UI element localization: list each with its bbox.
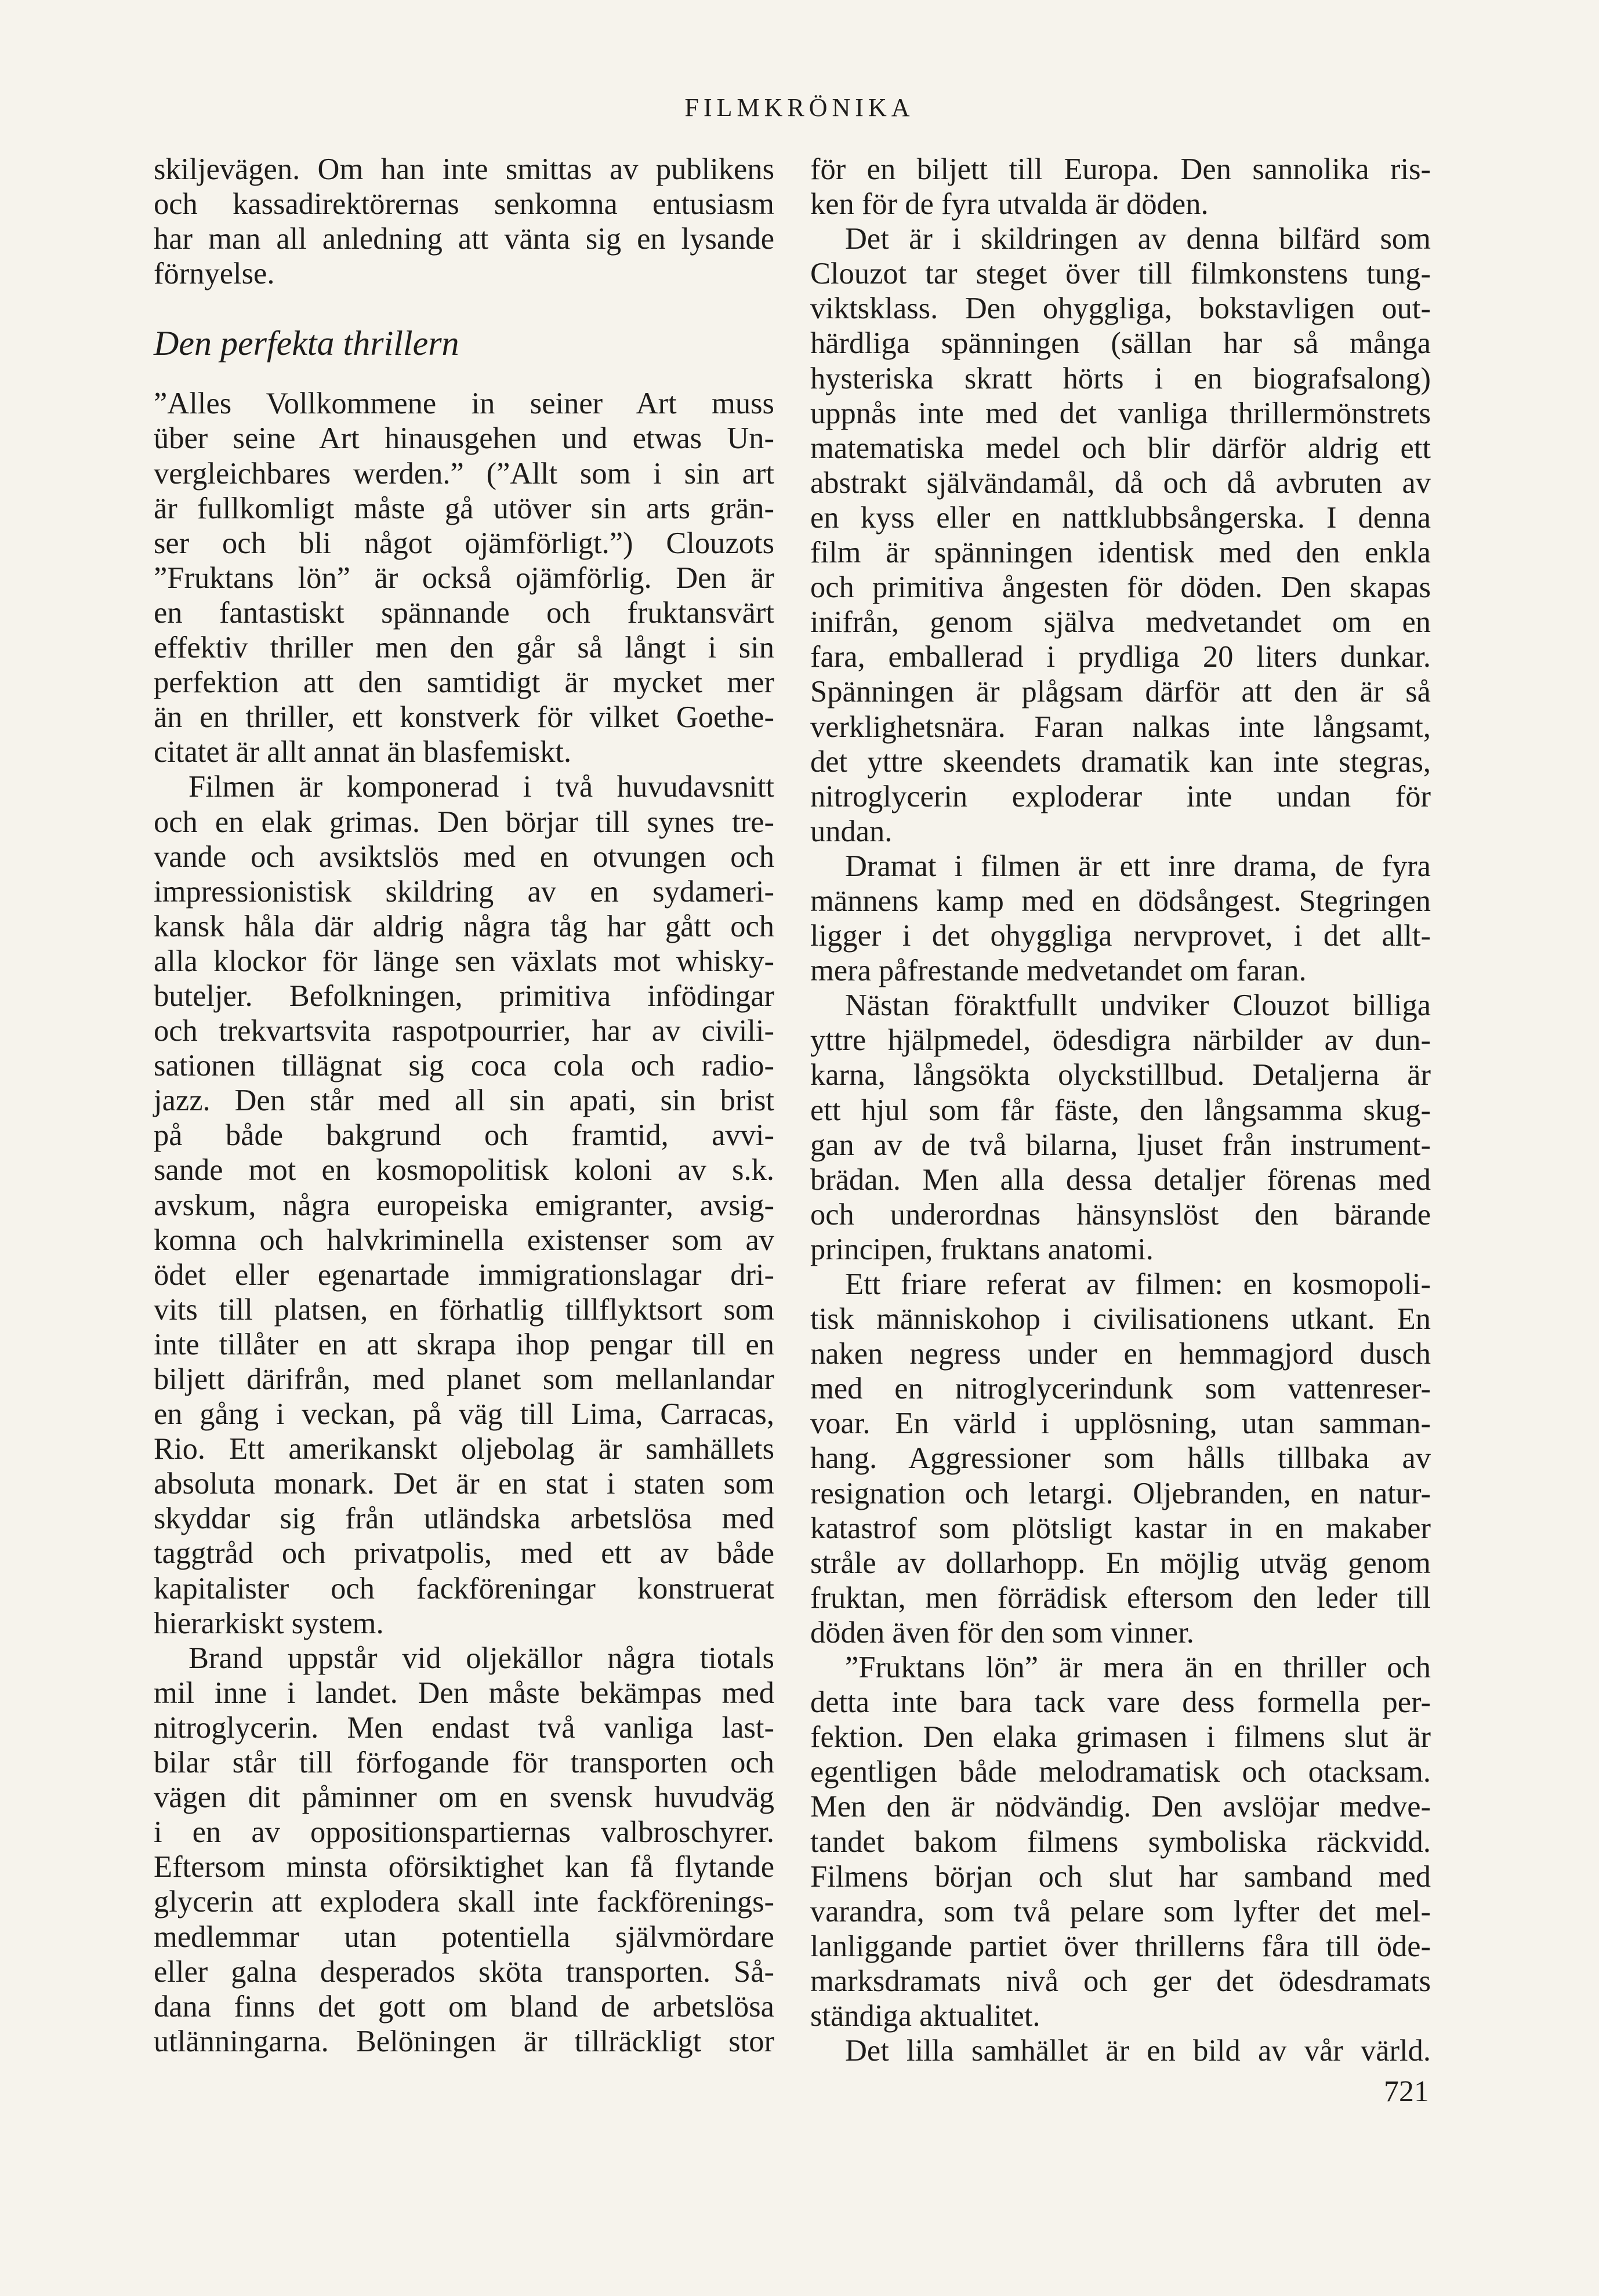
text-line: Det är i skildringen av denna bilfärd som bbox=[845, 222, 1431, 256]
text-line: hysteriska skratt hörts i en biografsalong) bbox=[810, 361, 1431, 395]
text-line: marksdramats nivå och ger det ödesdramats bbox=[810, 1964, 1431, 1998]
text-line: citatet är allt annat än blasfemiskt. bbox=[154, 735, 572, 769]
text-line: tisk människohop i civilisationens utkant. En bbox=[810, 1302, 1431, 1336]
text-line: karna, långsökta olyckstillbud. Detaljerna är bbox=[810, 1058, 1431, 1092]
text-line: än en thriller, ett konstverk för vilket Goethe- bbox=[154, 700, 774, 735]
text-line: förnyelse. bbox=[154, 257, 275, 291]
text-line: alla klockor för länge sen växlats mot whisky- bbox=[154, 944, 774, 978]
text-line: voar. En värld i upplösning, utan samman- bbox=[810, 1407, 1431, 1441]
text-line: en fantastiskt spännande och fruktansvärt bbox=[154, 595, 774, 630]
page-number: 721 bbox=[1384, 2075, 1429, 2108]
text-line: i en av oppositionspartiernas valbroschyrer. bbox=[154, 1815, 774, 1850]
text-line: Brand uppstår vid oljekällor några tiotals bbox=[188, 1641, 774, 1675]
section-heading: Den perfekta thrillern bbox=[154, 324, 459, 363]
text-line: härdliga spänningen (sällan har så många bbox=[810, 326, 1431, 361]
text-line: brädan. Men alla dessa detaljer förenas med bbox=[810, 1162, 1431, 1197]
text-line: eller galna desperados sköta transporten. Så- bbox=[154, 1954, 774, 1989]
text-line: skyddar sig från utländska arbetslösa med bbox=[154, 1502, 774, 1536]
text-line: nitroglycerin exploderar inte undan för bbox=[810, 779, 1431, 813]
text-line: biljett därifrån, med planet som mellanlandar bbox=[154, 1363, 774, 1396]
text-line: fektion. Den elaka grimasen i filmens slut är bbox=[810, 1720, 1431, 1754]
text-line: Ett friare referat av filmen: en kosmopoli- bbox=[845, 1267, 1431, 1301]
text-line: Nästan föraktfullt undviker Clouzot billiga bbox=[845, 989, 1431, 1023]
text-line: effektiv thriller men den går så långt i sin bbox=[154, 631, 774, 665]
text-line: undan. bbox=[810, 814, 893, 848]
text-line: medlemmar utan potentiella självmördare bbox=[154, 1920, 774, 1954]
text-line: Spänningen är plågsam därför att den är så bbox=[810, 675, 1431, 709]
text-line: och underordnas hänsynslöst den bärande bbox=[810, 1197, 1431, 1231]
text-line: fara, emballerad i prydliga 20 liters dunkar. bbox=[810, 640, 1431, 674]
text-line: detta inte bara tack vare dess formella per- bbox=[810, 1685, 1431, 1720]
text-line: Rio. Ett amerikanskt oljebolag är samhällets bbox=[154, 1432, 774, 1466]
text-line: för en biljett till Europa. Den sannolika ris- bbox=[810, 152, 1431, 186]
text-line: absoluta monark. Det är en stat i staten som bbox=[154, 1467, 774, 1501]
text-line: uppnås inte med det vanliga thrillermönstrets bbox=[810, 396, 1431, 430]
text-line: egentligen både melodramatisk och otacksam. bbox=[810, 1755, 1431, 1789]
text-line: katastrof som plötsligt kastar in en makaber bbox=[810, 1511, 1431, 1545]
text-line: Dramat i filmen är ett inre drama, de fyra bbox=[845, 849, 1431, 883]
text-line: resignation och letargi. Oljebranden, en natur- bbox=[810, 1476, 1431, 1510]
text-line: vägen dit påminner om en svensk huvudväg bbox=[154, 1781, 774, 1815]
text-line: hierarkiskt system. bbox=[154, 1606, 384, 1640]
text-line: ser och bli något ojämförligt.”) Clouzots bbox=[154, 526, 774, 560]
text-line: kansk håla där aldrig några tåg har gått och bbox=[154, 909, 774, 943]
text-line: kapitalister och fackföreningar konstruerat bbox=[154, 1571, 774, 1605]
text-line: döden även för den som vinner. bbox=[810, 1615, 1194, 1650]
text-line: Filmens början och slut har samband med bbox=[810, 1859, 1431, 1894]
text-line: männens kamp med en dödsångest. Stegringen bbox=[810, 884, 1431, 918]
text-line: inifrån, genom själva medvetandet om en bbox=[810, 605, 1431, 640]
text-line: avskum, några europeiska emigranter, avsig- bbox=[154, 1188, 774, 1222]
text-line: har man all anledning att vänta sig en lysande bbox=[154, 222, 774, 256]
text-line: ”Alles Vollkommene in seiner Art muss bbox=[154, 387, 774, 421]
text-line: är fullkomligt måste gå utöver sin arts grän- bbox=[154, 491, 774, 525]
text-line: Clouzot tar steget över till filmkonstens tung- bbox=[810, 257, 1431, 291]
text-line: principen, fruktans anatomi. bbox=[810, 1232, 1154, 1266]
text-line: über seine Art hinausgehen und etwas Un- bbox=[154, 422, 774, 456]
text-line: med en nitroglycerindunk som vattenreser- bbox=[810, 1372, 1431, 1406]
text-line: tandet bakom filmens symboliska räckvidd. bbox=[810, 1825, 1431, 1859]
text-line: och trekvartsvita raspotpourrier, har av civili- bbox=[154, 1014, 774, 1048]
text-line: abstrakt självändamål, då och då avbruten av bbox=[810, 466, 1431, 500]
text-line: naken negress under en hemmagjord dusch bbox=[810, 1337, 1431, 1371]
text-line: och kassadirektörernas senkomna entusiasm bbox=[154, 187, 774, 221]
text-line: vergleichbares werden.” (”Allt som i sin art bbox=[154, 456, 774, 491]
text-line: impressionistisk skildring av en sydameri- bbox=[154, 874, 774, 909]
text-line: varandra, som två pelare som lyfter det mel- bbox=[810, 1894, 1431, 1928]
text-line: ”Fruktans lön” är mera än en thriller och bbox=[845, 1651, 1431, 1685]
text-line: matematiska medel och blir därför aldrig ett bbox=[810, 431, 1431, 465]
text-line: och primitiva ångesten för döden. Den skapas bbox=[810, 571, 1431, 605]
text-line: ligger i det ohyggliga nervprovet, i det allt- bbox=[810, 919, 1431, 953]
text-line: sationen tillägnat sig coca cola och radio- bbox=[154, 1049, 774, 1083]
text-line: komna och halvkriminella existenser som av bbox=[154, 1223, 774, 1257]
text-line: hang. Aggressioner som hålls tillbaka av bbox=[810, 1441, 1431, 1476]
text-line: Det lilla samhället är en bild av vår värld. bbox=[845, 2034, 1431, 2068]
text-line: ett hjul som får fäste, den långsamma skug- bbox=[810, 1093, 1431, 1127]
text-line: utlänningarna. Belöningen är tillräckligt stor bbox=[154, 2024, 774, 2058]
text-line: yttre hjälpmedel, ödesdigra närbilder av dun- bbox=[810, 1023, 1431, 1058]
text-line: perfektion att den samtidigt är mycket mer bbox=[154, 666, 774, 700]
text-line: Eftersom minsta oförsiktighet kan få flytande bbox=[154, 1850, 774, 1884]
text-line: ”Fruktans lön” är också ojämförlig. Den är bbox=[154, 561, 774, 595]
text-line: jazz. Den står med all sin apati, sin brist bbox=[154, 1084, 774, 1118]
running-head: FILMKRÖNIKA bbox=[684, 93, 915, 122]
text-line: skiljevägen. Om han inte smittas av publikens bbox=[154, 152, 774, 186]
text-line: ständiga aktualitet. bbox=[810, 1999, 1040, 2033]
text-line: en kyss eller en nattklubbsångerska. I denna bbox=[810, 500, 1431, 535]
text-line: lanliggande partiet över thrillerns fåra till öde- bbox=[810, 1929, 1431, 1963]
text-line: gan av de två bilarna, ljuset från instrument- bbox=[810, 1128, 1431, 1162]
text-line: mera påfrestande medvetandet om faran. bbox=[810, 954, 1307, 988]
text-line: taggtråd och privatpolis, med ett av både bbox=[154, 1536, 774, 1571]
text-line: film är spänningen identisk med den enkla bbox=[810, 536, 1431, 570]
text-line: glycerin att explodera skall inte fackförenings- bbox=[154, 1885, 774, 1919]
text-line: och en elak grimas. Den börjar till synes tre- bbox=[154, 805, 774, 839]
right-column bbox=[810, 152, 1431, 2068]
text-line: verklighetsnära. Faran nalkas inte långsamt, bbox=[810, 710, 1431, 744]
text-line: Men den är nödvändig. Den avslöjar medve- bbox=[810, 1790, 1431, 1824]
text-line: fruktan, men förrädisk eftersom den leder till bbox=[810, 1581, 1431, 1615]
text-line: viktsklass. Den ohyggliga, bokstavligen out- bbox=[810, 292, 1431, 326]
text-line: Filmen är komponerad i två huvudavsnitt bbox=[188, 770, 774, 804]
text-line: sande mot en kosmopolitisk koloni av s.k. bbox=[154, 1153, 774, 1187]
text-line: nitroglycerin. Men endast två vanliga last- bbox=[154, 1710, 774, 1745]
text-line: vande och avsiktslös med en otvungen och bbox=[154, 840, 774, 874]
text-line: stråle av dollarhopp. En möjlig utväg genom bbox=[810, 1546, 1431, 1580]
left-column bbox=[154, 152, 774, 2059]
text-line: vits till platsen, en förhatlig tillflyktsort som bbox=[154, 1292, 774, 1327]
text-line: en gång i veckan, på väg till Lima, Carracas, bbox=[154, 1397, 774, 1432]
text-line: mil inne i landet. Den måste bekämpas med bbox=[154, 1676, 774, 1710]
text-line: dana finns det gott om bland de arbetslösa bbox=[154, 1989, 774, 2023]
text-line: ken för de fyra utvalda är döden. bbox=[810, 187, 1209, 221]
text-line: inte tillåter en att skrapa ihop pengar till en bbox=[154, 1327, 774, 1361]
text-line: ödet eller egenartade immigrationslagar dri- bbox=[154, 1258, 774, 1292]
text-line: på både bakgrund och framtid, avvi- bbox=[154, 1118, 774, 1153]
text-line: bilar står till förfogande för transporten och bbox=[154, 1746, 774, 1780]
text-line: det yttre skeendets dramatik kan inte stegras, bbox=[810, 744, 1431, 779]
text-line: buteljer. Befolkningen, primitiva infödingar bbox=[154, 979, 774, 1013]
